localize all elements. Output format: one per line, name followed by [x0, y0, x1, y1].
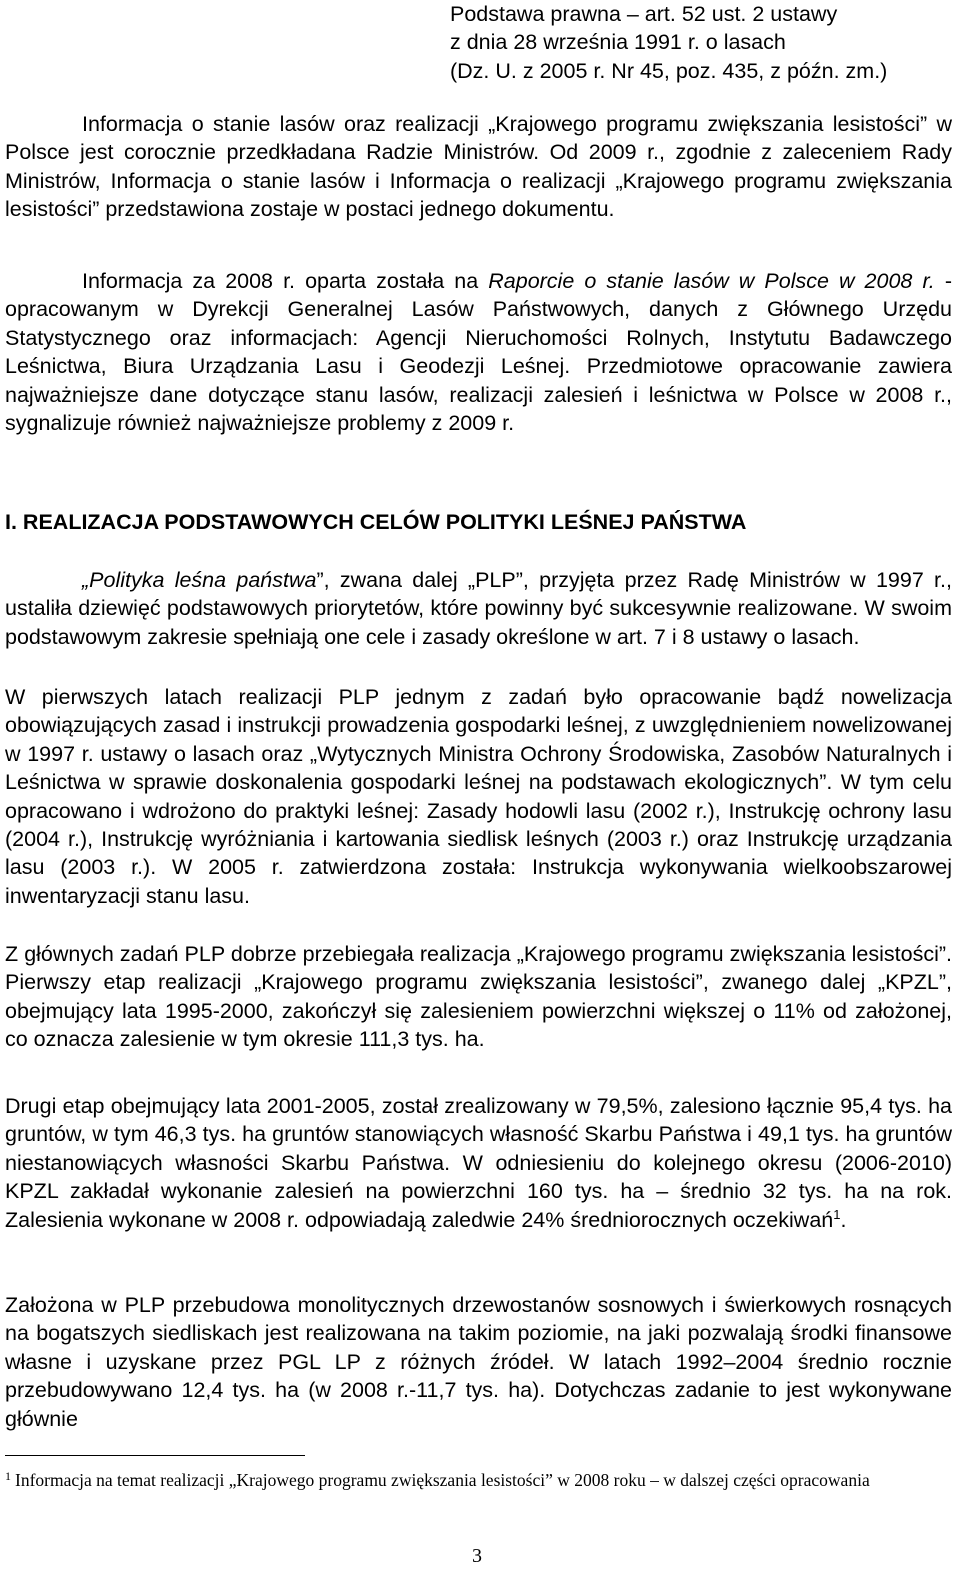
- section-heading: I. REALIZACJA PODSTAWOWYCH CELÓW POLITYKI LEŚNEJ PAŃSTWA: [5, 510, 747, 534]
- section-paragraph-2-text: W pierwszych latach realizacji PLP jednym z zadań było opracowanie bądź nowelizacja obowiązujących zasad i instrukcji prowadzenia gospodarki leśnej, z uwzględnieniem nowelizowanej w 1997 r. ustawy o lasach oraz „Wytycznych Ministra Ochrony Środowiska, Zasobów Naturalnych i Leśnictwa w sprawie doskonalenia gospodarki leśnej na podstawach ekologicznych”. W tym celu opracowano i wdrożono do praktyki leśnej: Zasady hodowli lasu (2002 r.), Instrukcję ochrony lasu (2004 r.), Instrukcję wyróżniania i kartowania siedlisk leśnych (2003 r.) oraz Instrukcję urządzania lasu (2003 r.). W 2005 r. zatwierdzona została: Instrukcja wykonywania wielkoobszarowej inwentaryzacji stanu lasu.: [5, 685, 952, 908]
- section-paragraph-3-text: Z głównych zadań PLP dobrze przebiegała realizacja „Krajowego programu zwiększania lesistości”. Pierwszy etap realizacji „Krajowego programu zwiększania lesistości”, zwanego dalej „KPZL”, obejmujący lata 1995-2000, zakończył się zalesieniem powierzchni większej o 11% od założonej, co oznacza zalesienie w tym okresie 111,3 tys. ha.: [5, 942, 952, 1052]
- footnote-number: 1: [5, 1469, 11, 1483]
- legal-basis-line-3: (Dz. U. z 2005 r. Nr 45, poz. 435, z późn. zm.): [450, 58, 888, 83]
- section-paragraph-4: [5, 1092, 952, 1234]
- section-paragraph-5: [5, 1291, 952, 1433]
- intro-p2-start: Informacja za 2008 r. oparta została na: [82, 269, 489, 293]
- intro-paragraph-1: [5, 110, 952, 224]
- section-p4-main: Drugi etap obejmujący lata 2001-2005, został zrealizowany w 79,5%, zalesiono łącznie 95,4 tys. ha gruntów, w tym 46,3 tys. ha gruntów stanowiących własność Skarbu Państwa i 49,1 tys. ha gruntów niestanowiących własności Skarbu Państwa. W odniesieniu do kolejnego okresu (2006-2010) KPZL zakładał wykonanie zalesień na powierzchni 160 tys. ha – średnio 32 tys. ha na rok. Zalesienia wykonane w 2008 r. odpowiadają zaledwie 24% średniorocznych oczekiwań: [5, 1094, 952, 1232]
- intro-paragraph-2-text: [5, 267, 952, 437]
- legal-basis-line-1: Podstawa prawna – art. 52 ust. 2 ustawy: [450, 2, 838, 26]
- intro-paragraph-1-text: Informacja o stanie lasów oraz realizacji „Krajowego programu zwiększania lesistości” w Polsce jest corocznie przedkładana Radzie Ministrów. Od 2009 r., zgodnie z zaleceniem Rady Ministrów, Informacja o stanie lasów i Informacja o realizacji „Krajowego programu zwiększania lesistości” przedstawiona zostaje w postaci jednego dokumentu.: [5, 112, 952, 222]
- section-paragraph-3: [5, 940, 952, 1054]
- report-title-italic: Raporcie o stanie lasów w Polsce w 2008 r.: [488, 269, 935, 293]
- section-paragraph-4-text: [5, 1092, 952, 1234]
- footnote-divider: [5, 1455, 305, 1456]
- footnote-text: Informacja na temat realizacji „Krajowego programu zwiększania lesistości” w 2008 roku – w dalszej części opracowania: [15, 1470, 870, 1490]
- section-paragraph-1-text: [5, 566, 952, 651]
- policy-title-italic: „Polityka leśna państwa: [82, 568, 317, 592]
- legal-basis-line-2: z dnia 28 września 1991 r. o lasach: [450, 30, 786, 55]
- footnote: [5, 1464, 945, 1492]
- section-paragraph-1: [5, 566, 952, 651]
- section-paragraph-2: [5, 683, 952, 910]
- intro-p2-end: - opracowanym w Dyrekcji Generalnej Lasów Państwowych, danych z Głównego Urzędu Statystycznego oraz informacjach: Agencji Nieruchomości Rolnych, Instytutu Badawczego Leśnictwa, Biura Urządzania Lasu i Geodezji Leśnej. Przedmiotowe opracowanie zawiera najważniejsze dane dotyczące stanu lasów, realizacji zalesień i leśnictwa w Polsce w 2008 r., sygnalizuje również najważniejsze problemy z 2009 r.: [5, 269, 952, 436]
- section-paragraph-5-text: Założona w PLP przebudowa monolitycznych drzewostanów sosnowych i świerkowych rosnących na bogatszych siedliskach jest realizowana na takim poziomie, na jaki pozwalają środki finansowe własne i uzyskane przez PGL LP z różnych źródeł. W latach 1992–2004 średnio rocznie przebudowywano 12,4 tys. ha (w 2008 r.-11,7 tys. ha). Dotychczas zadanie to jest wykonywane głównie: [5, 1293, 952, 1431]
- intro-paragraph-2: [5, 267, 952, 437]
- page-number: 3: [472, 1545, 482, 1567]
- legal-basis-note: [450, 0, 887, 85]
- footnote-reference[interactable]: 1: [833, 1206, 841, 1222]
- section-p1-rest: ”, zwana dalej „PLP”, przyjęta przez Radę Ministrów w 1997 r., ustaliła dziewięć podstawowych priorytetów, które powinny być sukcesywnie realizowane. W swoim podstawowym zakresie spełniają one cele i zasady określone w art. 7 i 8 ustawy o lasach.: [5, 568, 952, 649]
- section-p4-end: .: [840, 1207, 847, 1232]
